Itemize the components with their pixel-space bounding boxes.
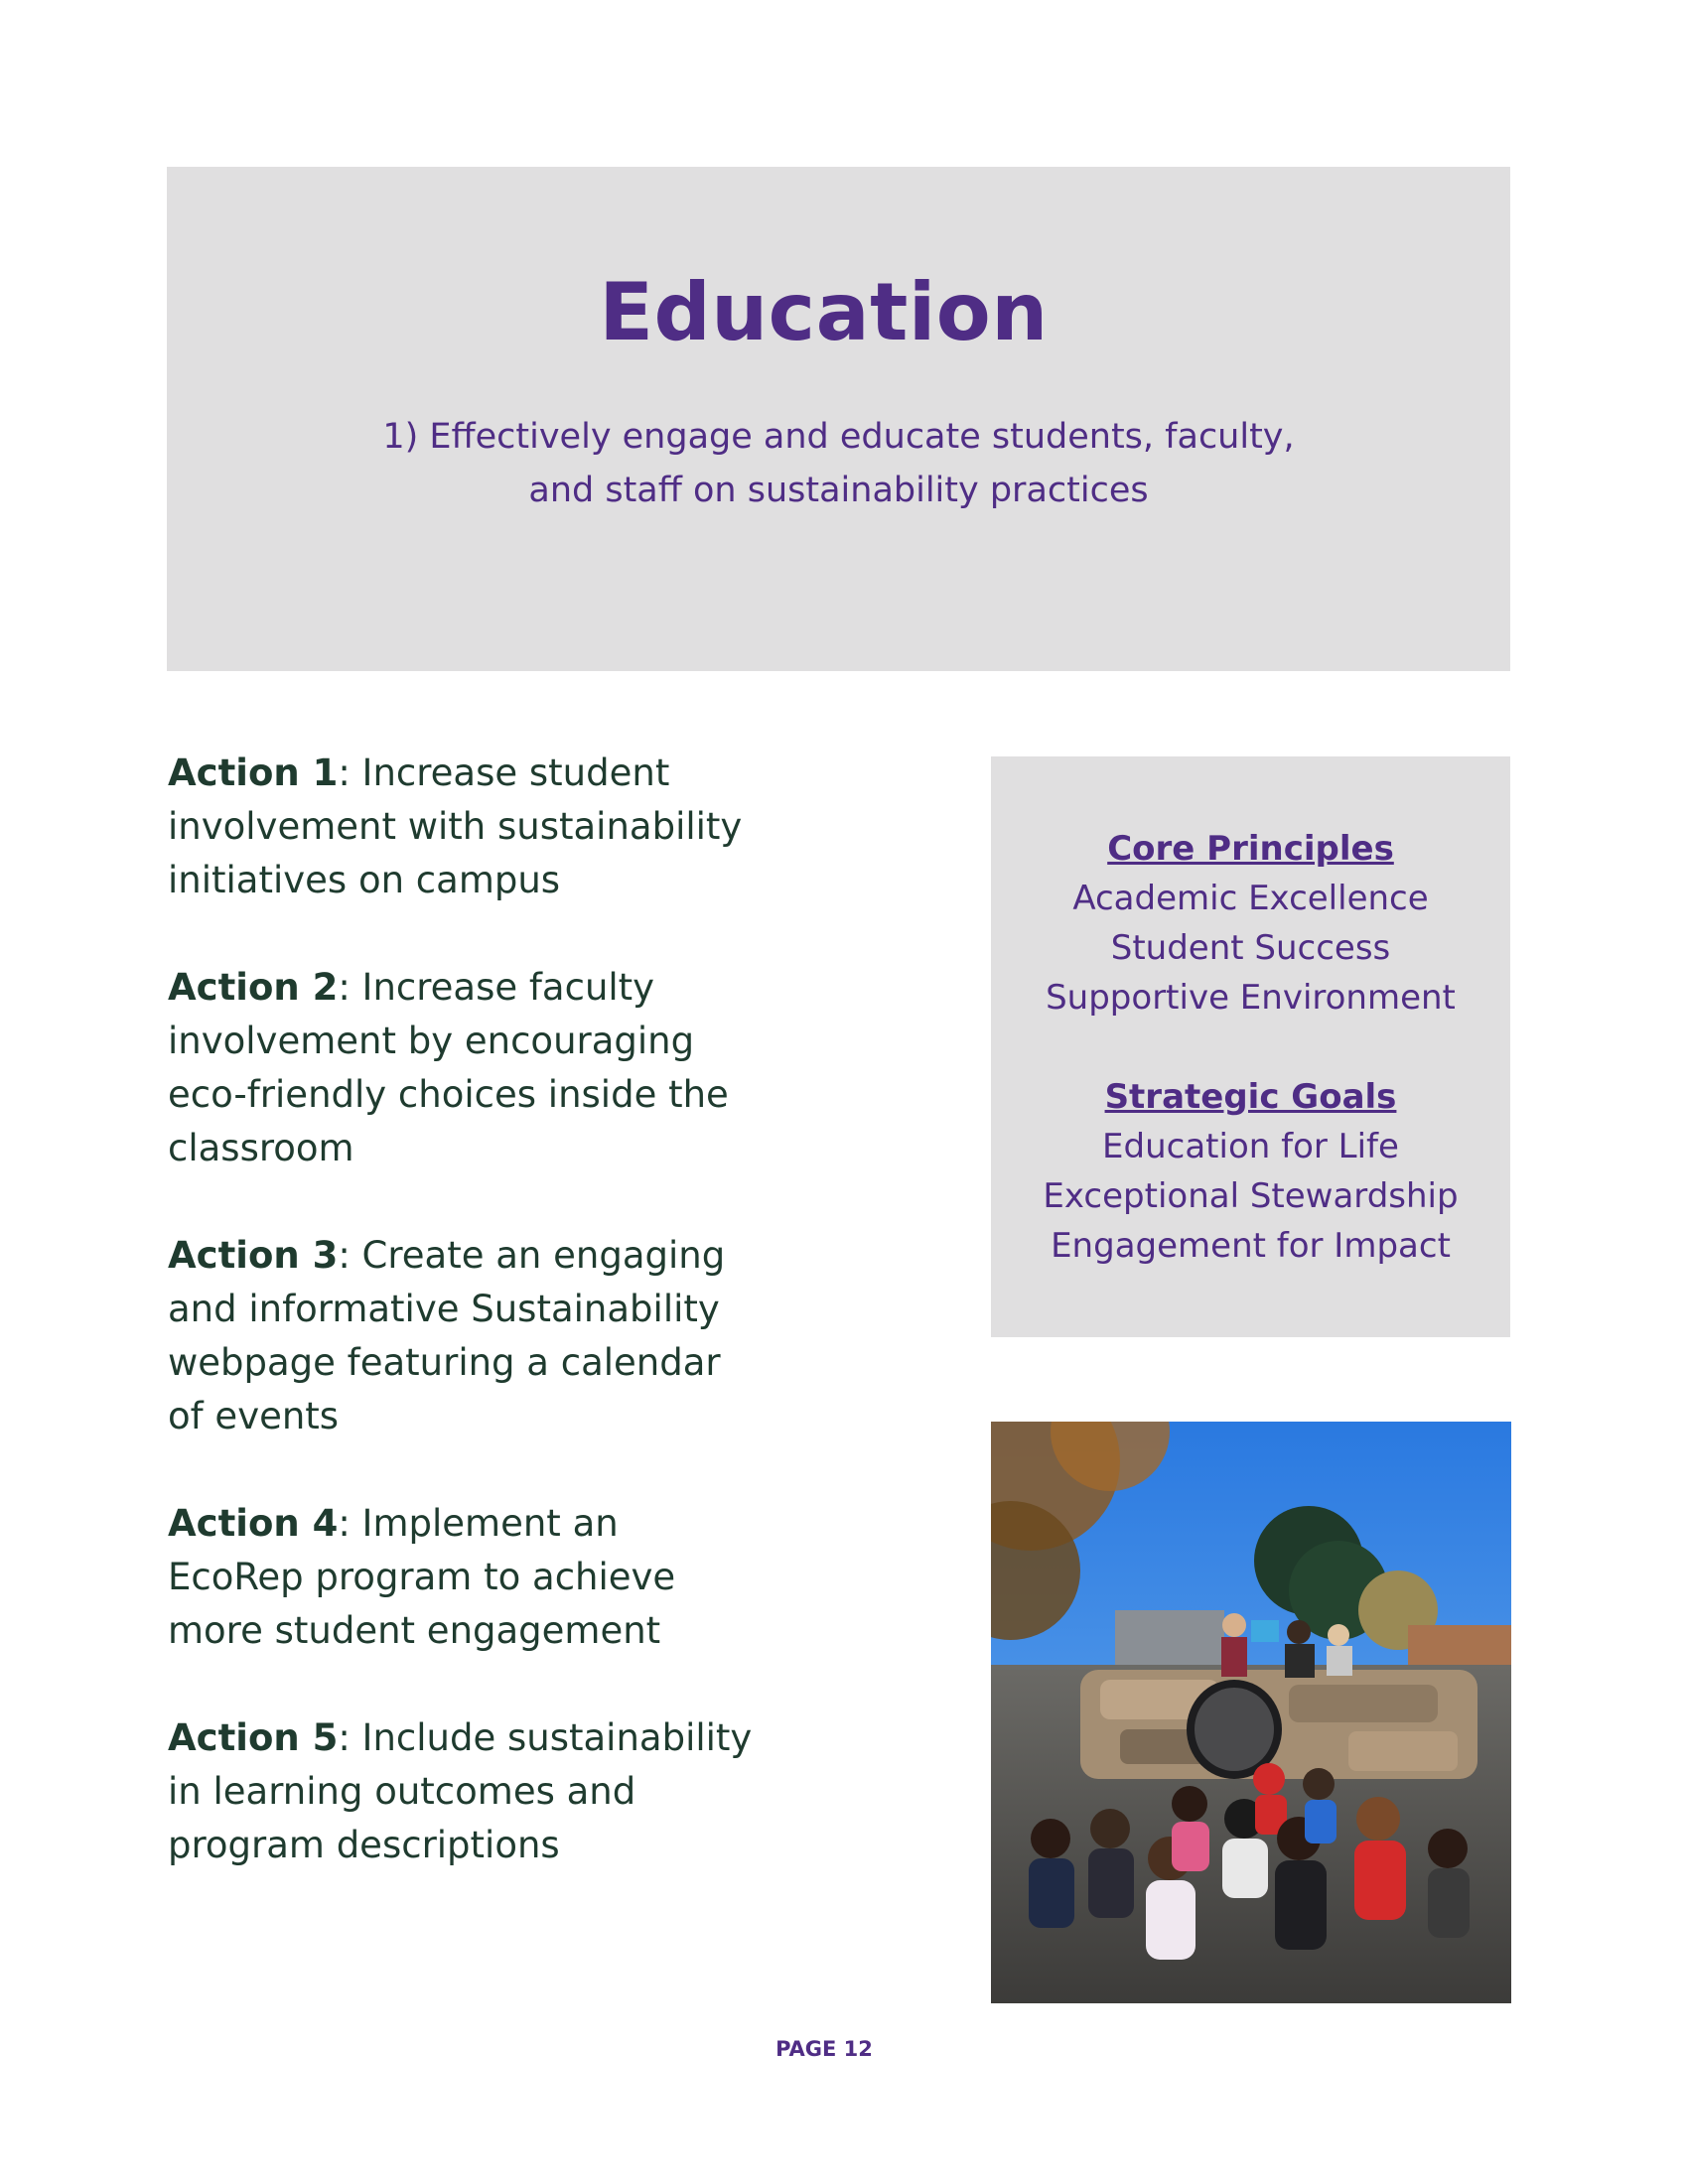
action-item-2 bbox=[168, 961, 764, 1175]
goal-line-2: and staff on sustainability practices bbox=[528, 471, 1149, 510]
goal-line-1: 1) Effectively engage and educate students, faculty, bbox=[382, 417, 1295, 457]
goal-statement bbox=[167, 410, 1510, 517]
action-item-5 bbox=[168, 1711, 764, 1872]
spacer bbox=[991, 1023, 1510, 1072]
actions-list bbox=[168, 747, 764, 1926]
action-text: : Create an engaging and informative Sustainability webpage featuring a calendar of events bbox=[168, 1234, 726, 1437]
action-label: Action 5 bbox=[168, 1716, 339, 1759]
action-item-3 bbox=[168, 1229, 764, 1443]
action-label: Action 4 bbox=[168, 1502, 339, 1545]
action-label: Action 3 bbox=[168, 1234, 339, 1277]
page-number: PAGE 12 bbox=[775, 2037, 873, 2061]
principles-content bbox=[991, 824, 1510, 1271]
core-principles-heading: Core Principles bbox=[1107, 829, 1394, 869]
strategic-goal-item: Education for Life bbox=[1102, 1127, 1399, 1166]
action-text: : Include sustainability in learning outcomes and program descriptions bbox=[168, 1716, 753, 1866]
strategic-goals-heading: Strategic Goals bbox=[1104, 1077, 1397, 1117]
core-principle-item: Supportive Environment bbox=[1046, 978, 1456, 1018]
core-principle-item: Student Success bbox=[1110, 928, 1391, 968]
action-label: Action 2 bbox=[168, 966, 339, 1009]
principles-panel bbox=[991, 756, 1510, 1337]
page-title: Education bbox=[599, 266, 1049, 358]
action-text: : Increase faculty involvement by encouraging eco-friendly choices inside the classroom bbox=[168, 966, 729, 1169]
action-item-1 bbox=[168, 747, 764, 907]
strategic-goal-item: Engagement for Impact bbox=[1051, 1226, 1451, 1266]
core-principle-item: Academic Excellence bbox=[1072, 879, 1429, 918]
header-panel bbox=[167, 167, 1510, 671]
action-label: Action 1 bbox=[168, 751, 339, 794]
outdoor-class-photo bbox=[991, 1422, 1511, 2003]
action-text: : Implement an EcoRep program to achieve more student engagement bbox=[168, 1502, 676, 1652]
strategic-goal-item: Exceptional Stewardship bbox=[1043, 1176, 1459, 1216]
photo-illustration bbox=[991, 1422, 1511, 2003]
action-text: : Increase student involvement with sustainability initiatives on campus bbox=[168, 751, 743, 901]
action-item-4 bbox=[168, 1497, 764, 1658]
